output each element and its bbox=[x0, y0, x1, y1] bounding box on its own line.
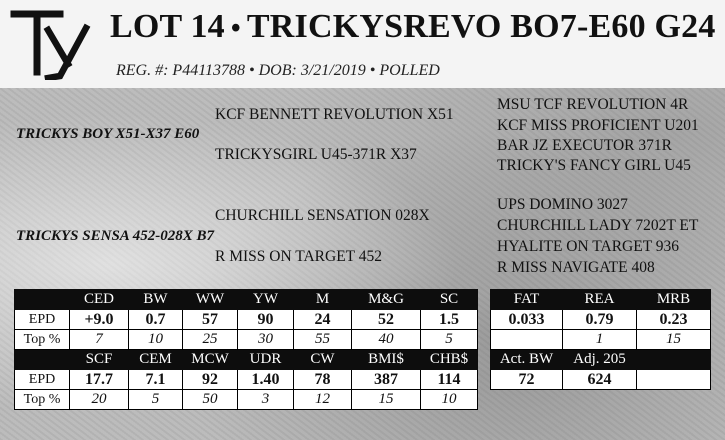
epd-value-row bbox=[491, 310, 711, 330]
percentile-row bbox=[15, 390, 478, 410]
epd-value: 7.1 bbox=[129, 370, 183, 390]
weights-header-row bbox=[491, 350, 711, 370]
epd-value: 0.033 bbox=[491, 310, 563, 330]
header-cell: M&G bbox=[352, 290, 421, 310]
percentile-value: 25 bbox=[183, 330, 238, 350]
header-cell: BMI$ bbox=[352, 350, 421, 370]
epd-value-row bbox=[15, 310, 478, 330]
dam-sire-sire: UPS DOMINO 3027 bbox=[497, 196, 628, 213]
epd-value: 0.23 bbox=[637, 310, 711, 330]
epd-value: 0.7 bbox=[129, 310, 183, 330]
epd-value: 114 bbox=[421, 370, 478, 390]
epd-value: 78 bbox=[294, 370, 352, 390]
header-cell: CED bbox=[70, 290, 129, 310]
sire-dam: TRICKYSGIRL U45-371R X37 bbox=[215, 146, 417, 163]
weights-value-row bbox=[491, 370, 711, 390]
row-label: EPD bbox=[15, 310, 70, 330]
epd-value-row bbox=[15, 370, 478, 390]
percentile-value: 3 bbox=[238, 390, 294, 410]
dam-dam-sire: HYALITE ON TARGET 936 bbox=[497, 238, 680, 255]
header-cell: MCW bbox=[183, 350, 238, 370]
header-cell: YW bbox=[238, 290, 294, 310]
epd-header-row bbox=[15, 290, 478, 310]
epd-table-side bbox=[490, 289, 711, 390]
header-cell: CW bbox=[294, 350, 352, 370]
sire-dam-sire: BAR JZ EXECUTOR 371R bbox=[497, 137, 672, 154]
header-cell: UDR bbox=[238, 350, 294, 370]
weight-value: 72 bbox=[491, 370, 563, 390]
header-cell bbox=[637, 350, 711, 370]
epd-table-main bbox=[14, 289, 478, 410]
lot-header bbox=[0, 0, 725, 88]
row-label: Top % bbox=[15, 390, 70, 410]
brand-logo bbox=[8, 6, 98, 80]
percentile-value: 50 bbox=[183, 390, 238, 410]
header-cell: MRB bbox=[637, 290, 711, 310]
epd-value: 24 bbox=[294, 310, 352, 330]
percentile-row bbox=[491, 330, 711, 350]
dam-dam-dam: R MISS NAVIGATE 408 bbox=[497, 259, 655, 276]
epd-value: 17.7 bbox=[70, 370, 129, 390]
header-cell: Act. BW bbox=[491, 350, 563, 370]
header-cell: REA bbox=[563, 290, 637, 310]
epd-value: 52 bbox=[352, 310, 421, 330]
sire-sire: KCF BENNETT REVOLUTION X51 bbox=[215, 106, 454, 123]
sire: TRICKYS BOY X51-X37 E60 bbox=[16, 126, 200, 142]
epd-value: 90 bbox=[238, 310, 294, 330]
row-label: EPD bbox=[15, 370, 70, 390]
percentile-row bbox=[15, 330, 478, 350]
percentile-value: 15 bbox=[352, 390, 421, 410]
epd-header-row bbox=[15, 350, 478, 370]
percentile-value: 12 bbox=[294, 390, 352, 410]
header-cell bbox=[15, 350, 70, 370]
sire-sire-sire: MSU TCF REVOLUTION 4R bbox=[497, 96, 689, 113]
weight-value bbox=[637, 370, 711, 390]
epd-value: 387 bbox=[352, 370, 421, 390]
epd-value: 57 bbox=[183, 310, 238, 330]
lot-title bbox=[110, 8, 716, 46]
percentile-value: 7 bbox=[70, 330, 129, 350]
percentile-value: 15 bbox=[637, 330, 711, 350]
percentile-value bbox=[491, 330, 563, 350]
header-cell: CEM bbox=[129, 350, 183, 370]
epd-value: 1.5 bbox=[421, 310, 478, 330]
header-cell: Adj. 205 bbox=[563, 350, 637, 370]
epd-value: 1.40 bbox=[238, 370, 294, 390]
epd-value: 92 bbox=[183, 370, 238, 390]
header-cell: FAT bbox=[491, 290, 563, 310]
percentile-value: 55 bbox=[294, 330, 352, 350]
dam-sire-dam: CHURCHILL LADY 7202T ET bbox=[497, 217, 699, 234]
animal-name: TRICKYSREVO BO7-E60 G24 bbox=[246, 8, 716, 45]
dam-dam: R MISS ON TARGET 452 bbox=[215, 248, 382, 265]
header-cell: SC bbox=[421, 290, 478, 310]
header-cell: M bbox=[294, 290, 352, 310]
row-label: Top % bbox=[15, 330, 70, 350]
bullet: • bbox=[230, 13, 241, 44]
registration-line: REG. #: P44113788 • DOB: 3/21/2019 • POLLED bbox=[116, 62, 440, 79]
epd-value: +9.0 bbox=[70, 310, 129, 330]
epd-value: 0.79 bbox=[563, 310, 637, 330]
sire-sire-dam: KCF MISS PROFICIENT U201 bbox=[497, 117, 699, 134]
percentile-value: 5 bbox=[421, 330, 478, 350]
percentile-value: 20 bbox=[70, 390, 129, 410]
lot-number: LOT 14 bbox=[110, 8, 225, 45]
header-cell: WW bbox=[183, 290, 238, 310]
header-cell bbox=[15, 290, 70, 310]
dam-sire: CHURCHILL SENSATION 028X bbox=[215, 207, 430, 224]
percentile-value: 10 bbox=[129, 330, 183, 350]
percentile-value: 10 bbox=[421, 390, 478, 410]
epd-header-row bbox=[491, 290, 711, 310]
percentile-value: 40 bbox=[352, 330, 421, 350]
weight-value: 624 bbox=[563, 370, 637, 390]
percentile-value: 5 bbox=[129, 390, 183, 410]
header-cell: CHB$ bbox=[421, 350, 478, 370]
header-cell: BW bbox=[129, 290, 183, 310]
percentile-value: 1 bbox=[563, 330, 637, 350]
header-cell: SCF bbox=[70, 350, 129, 370]
dam: TRICKYS SENSA 452-028X B7 bbox=[16, 228, 214, 244]
percentile-value: 30 bbox=[238, 330, 294, 350]
sire-dam-dam: TRICKY'S FANCY GIRL U45 bbox=[497, 157, 691, 174]
